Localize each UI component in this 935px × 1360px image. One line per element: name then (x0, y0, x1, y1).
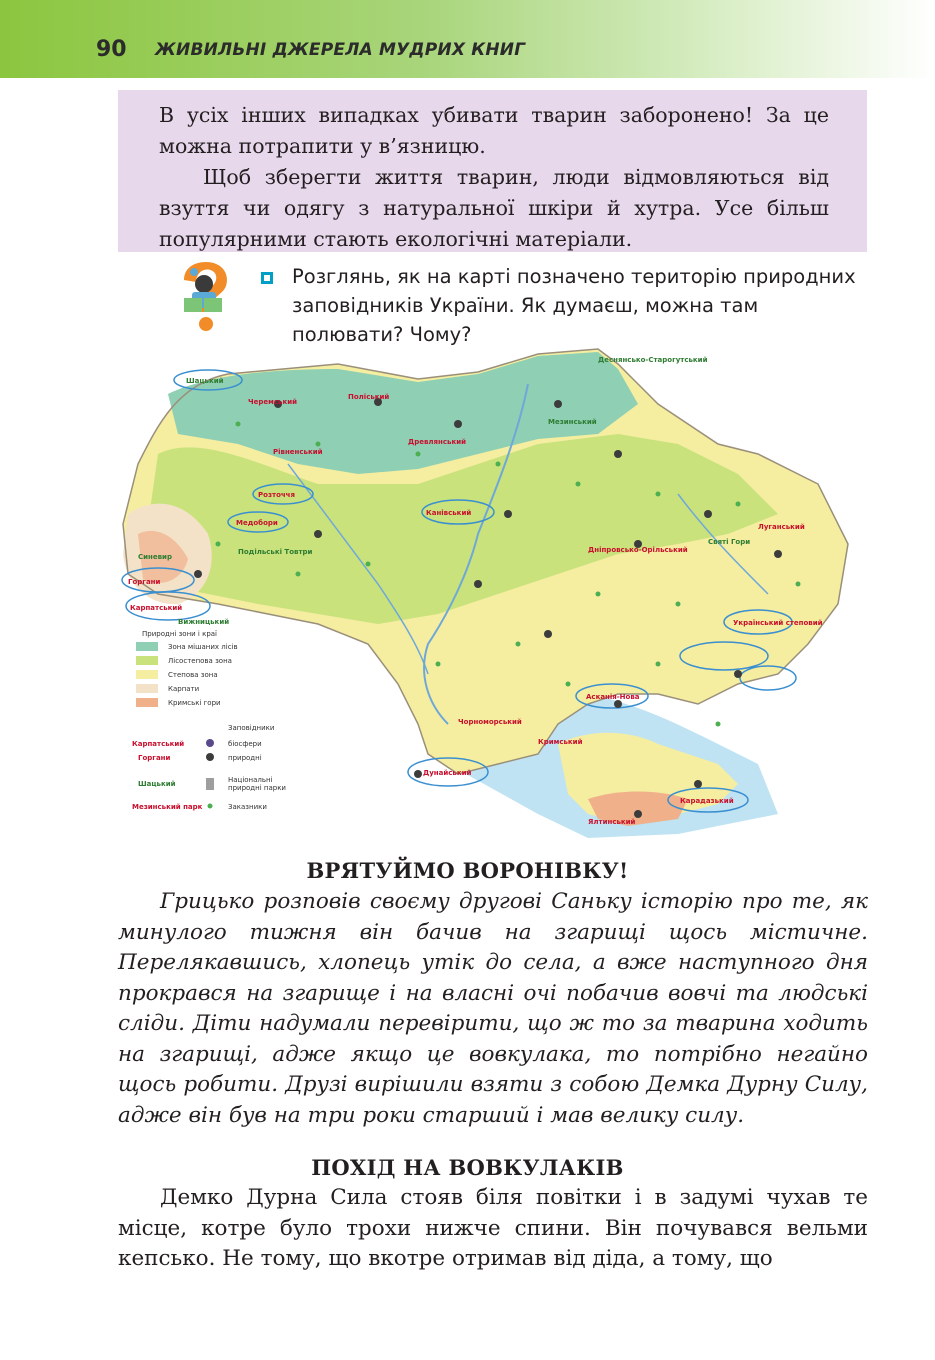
svg-text:Горгани: Горгани (138, 754, 171, 762)
svg-text:Асканія-Нова: Асканія-Нова (586, 693, 640, 701)
svg-text:Горгани: Горгани (128, 578, 161, 586)
svg-text:Канівський: Канівський (426, 509, 472, 517)
task-bullet-icon (261, 272, 273, 284)
svg-text:Мезинський парк: Мезинський парк (132, 803, 203, 811)
svg-text:Черемський: Черемський (248, 398, 298, 406)
task-question: Розглянь, як на карті позначено територію природних заповідників України. Як думаєш, можна там полювати? Чому? (292, 265, 856, 346)
story-paragraph-2: Демко Дурна Сила стояв біля повітки і в задумі чухав те місце, котре було трохи нижче спини. Він почувався вельми кепсько. Не тому, що вкотре отримав від діда, а тому, що (118, 1185, 868, 1271)
svg-text:Степова зона: Степова зона (168, 671, 218, 679)
ukraine-reserves-map (118, 344, 862, 838)
svg-text:Карпати: Карпати (168, 685, 200, 693)
svg-text:Луганський: Луганський (758, 523, 805, 531)
svg-text:Заказники: Заказники (228, 803, 267, 811)
svg-text:Дунайський: Дунайський (423, 769, 472, 777)
svg-text:Шацький: Шацький (186, 377, 224, 385)
svg-text:Лісостепова зона: Лісостепова зона (168, 657, 232, 665)
svg-text:Шацький: Шацький (138, 780, 176, 788)
callout-paragraph-1: В усіх інших випадках убивати тварин заборонено! За це можна потрапити у в’язницю. (159, 103, 829, 158)
callout-paragraph-2: Щоб зберегти життя тварин, люди відмовляються від взуття чи одягу з натуральної шкіри й хутра. Усе більш популярними стають екологічні матеріали. (159, 165, 829, 251)
svg-text:Поліський: Поліський (348, 393, 390, 401)
info-callout (118, 90, 867, 252)
svg-text:Карадазький: Карадазький (680, 797, 734, 805)
page-number: 90 (96, 37, 127, 62)
svg-text:Рівненський: Рівненський (273, 448, 323, 456)
svg-text:Мезинський: Мезинський (548, 418, 597, 426)
svg-text:Заповідники: Заповідники (228, 724, 275, 732)
svg-text:Карпатський: Карпатський (132, 740, 185, 748)
svg-text:Кримські гори: Кримські гори (168, 699, 221, 707)
svg-text:Дніпровсько-Орільський: Дніпровсько-Орільський (588, 546, 688, 554)
svg-text:Розточчя: Розточчя (258, 491, 295, 499)
svg-text:природні: природні (228, 754, 262, 762)
running-title: ЖИВИЛЬНІ ДЖЕРЕЛА МУДРИХ КНИГ (155, 40, 526, 60)
thinking-reader-icon (170, 254, 242, 334)
svg-text:Синевир: Синевир (138, 553, 172, 561)
legend-title: Природні зони і краї (142, 630, 218, 638)
svg-text:природні парки: природні парки (228, 784, 286, 792)
story-title-2: ПОХІД НА ВОВКУЛАКІВ (311, 1155, 624, 1180)
svg-text:Зона мішаних лісів: Зона мішаних лісів (168, 643, 238, 651)
svg-text:Святі Гори: Святі Гори (708, 538, 751, 546)
svg-text:Деснянсько-Старогутський: Деснянсько-Старогутський (598, 356, 708, 364)
svg-text:Український степовий: Український степовий (733, 619, 823, 627)
svg-text:Національні: Національні (228, 776, 273, 784)
svg-text:Чорноморський: Чорноморський (458, 718, 522, 726)
svg-text:Ялтинський: Ялтинський (588, 818, 636, 826)
story-paragraph-1: Грицько розповів своєму другові Саньку історію про те, як минулого тижня він бачив на згарищі щось містичне. Перелякавшись, хлопець утік до села, а вже наступного дня прокрався на згарище і на власні очі побачив вовчі та людські сліди. Діти надумали перевірити, що ж то за тварина ходить на згарищі, адже якщо це вовкулака, то потрібно негайно щось робити. Друзі вирішили взяти з собою Демка Дурну Силу, адже він був на три роки старший і мав велику силу. (118, 889, 868, 1128)
svg-text:Вижницький: Вижницький (178, 618, 230, 626)
svg-text:Медобори: Медобори (236, 519, 278, 527)
story-title-1: ВРЯТУЙМО ВОРОНІВКУ! (306, 858, 629, 883)
svg-text:біосфери: біосфери (228, 740, 262, 748)
svg-text:Древлянський: Древлянський (408, 438, 467, 446)
page-header (0, 0, 935, 78)
svg-text:Кримський: Кримський (538, 738, 583, 746)
svg-text:Подільські Товтри: Подільські Товтри (238, 548, 313, 556)
svg-text:Карпатський: Карпатський (130, 604, 183, 612)
